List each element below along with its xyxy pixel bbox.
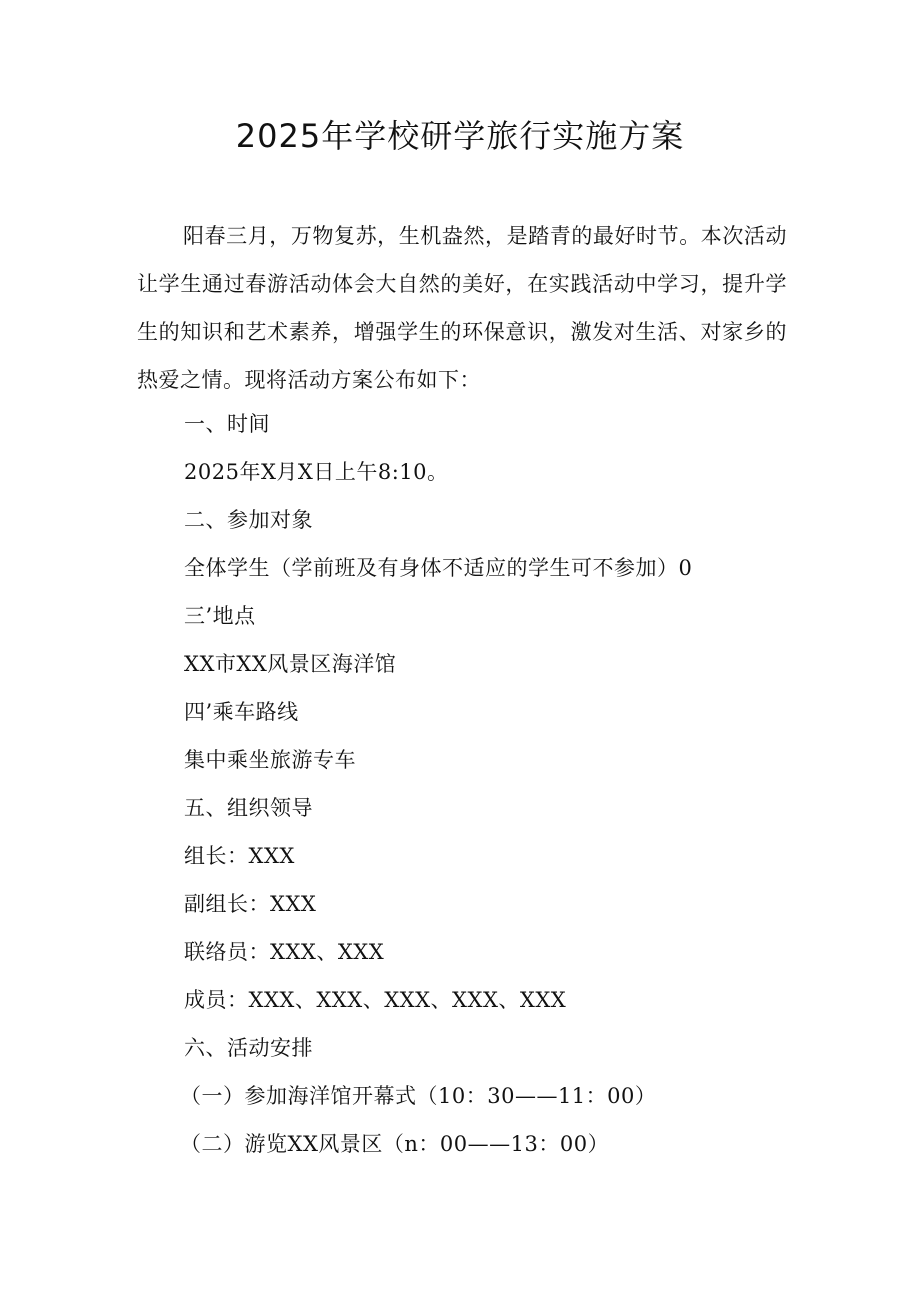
section-heading-schedule: 六、活动安排 xyxy=(184,1036,313,1060)
section-heading-location: 三’地点 xyxy=(184,604,256,628)
document-title: 2025年学校研学旅行实施方案 xyxy=(235,117,685,155)
location-value: XX市XX风景区海洋馆 xyxy=(184,652,397,676)
intro-paragraph: 阳春三月，万物复苏，生机盎然，是踏青的最好时节。本次活动让学生通过春游活动体会大自然的美好，在实践活动中学习，提升学生的知识和艺术素养，增强学生的环保意识，激发对生活、对家乡的热爱之情。现将活动方案公布如下： xyxy=(137,224,787,392)
participants-value: 全体学生（学前班及有身体不适应的学生可不参加）0 xyxy=(184,556,693,580)
section-heading-route: 四’乘车路线 xyxy=(184,700,299,724)
section-heading-participants: 二、参加对象 xyxy=(184,508,313,532)
schedule-item-sightseeing: （二）游览XX风景区（n：00——13：00） xyxy=(180,1132,610,1156)
liaison-line: 联络员：XXX、XXX xyxy=(184,940,385,964)
route-value: 集中乘坐旅游专车 xyxy=(184,748,356,772)
leader-line: 组长：XXX xyxy=(184,844,295,868)
time-value: 2025年X月X日上午8:10。 xyxy=(184,460,449,484)
schedule-item-opening: （一）参加海洋馆开幕式（10：30——11：00） xyxy=(180,1084,657,1108)
section-heading-time: 一、时间 xyxy=(184,412,270,436)
deputy-leader-line: 副组长：XXX xyxy=(184,892,317,916)
section-heading-leadership: 五、组织领导 xyxy=(184,796,313,820)
members-line: 成员：XXX、XXX、XXX、XXX、XXX xyxy=(184,988,567,1012)
